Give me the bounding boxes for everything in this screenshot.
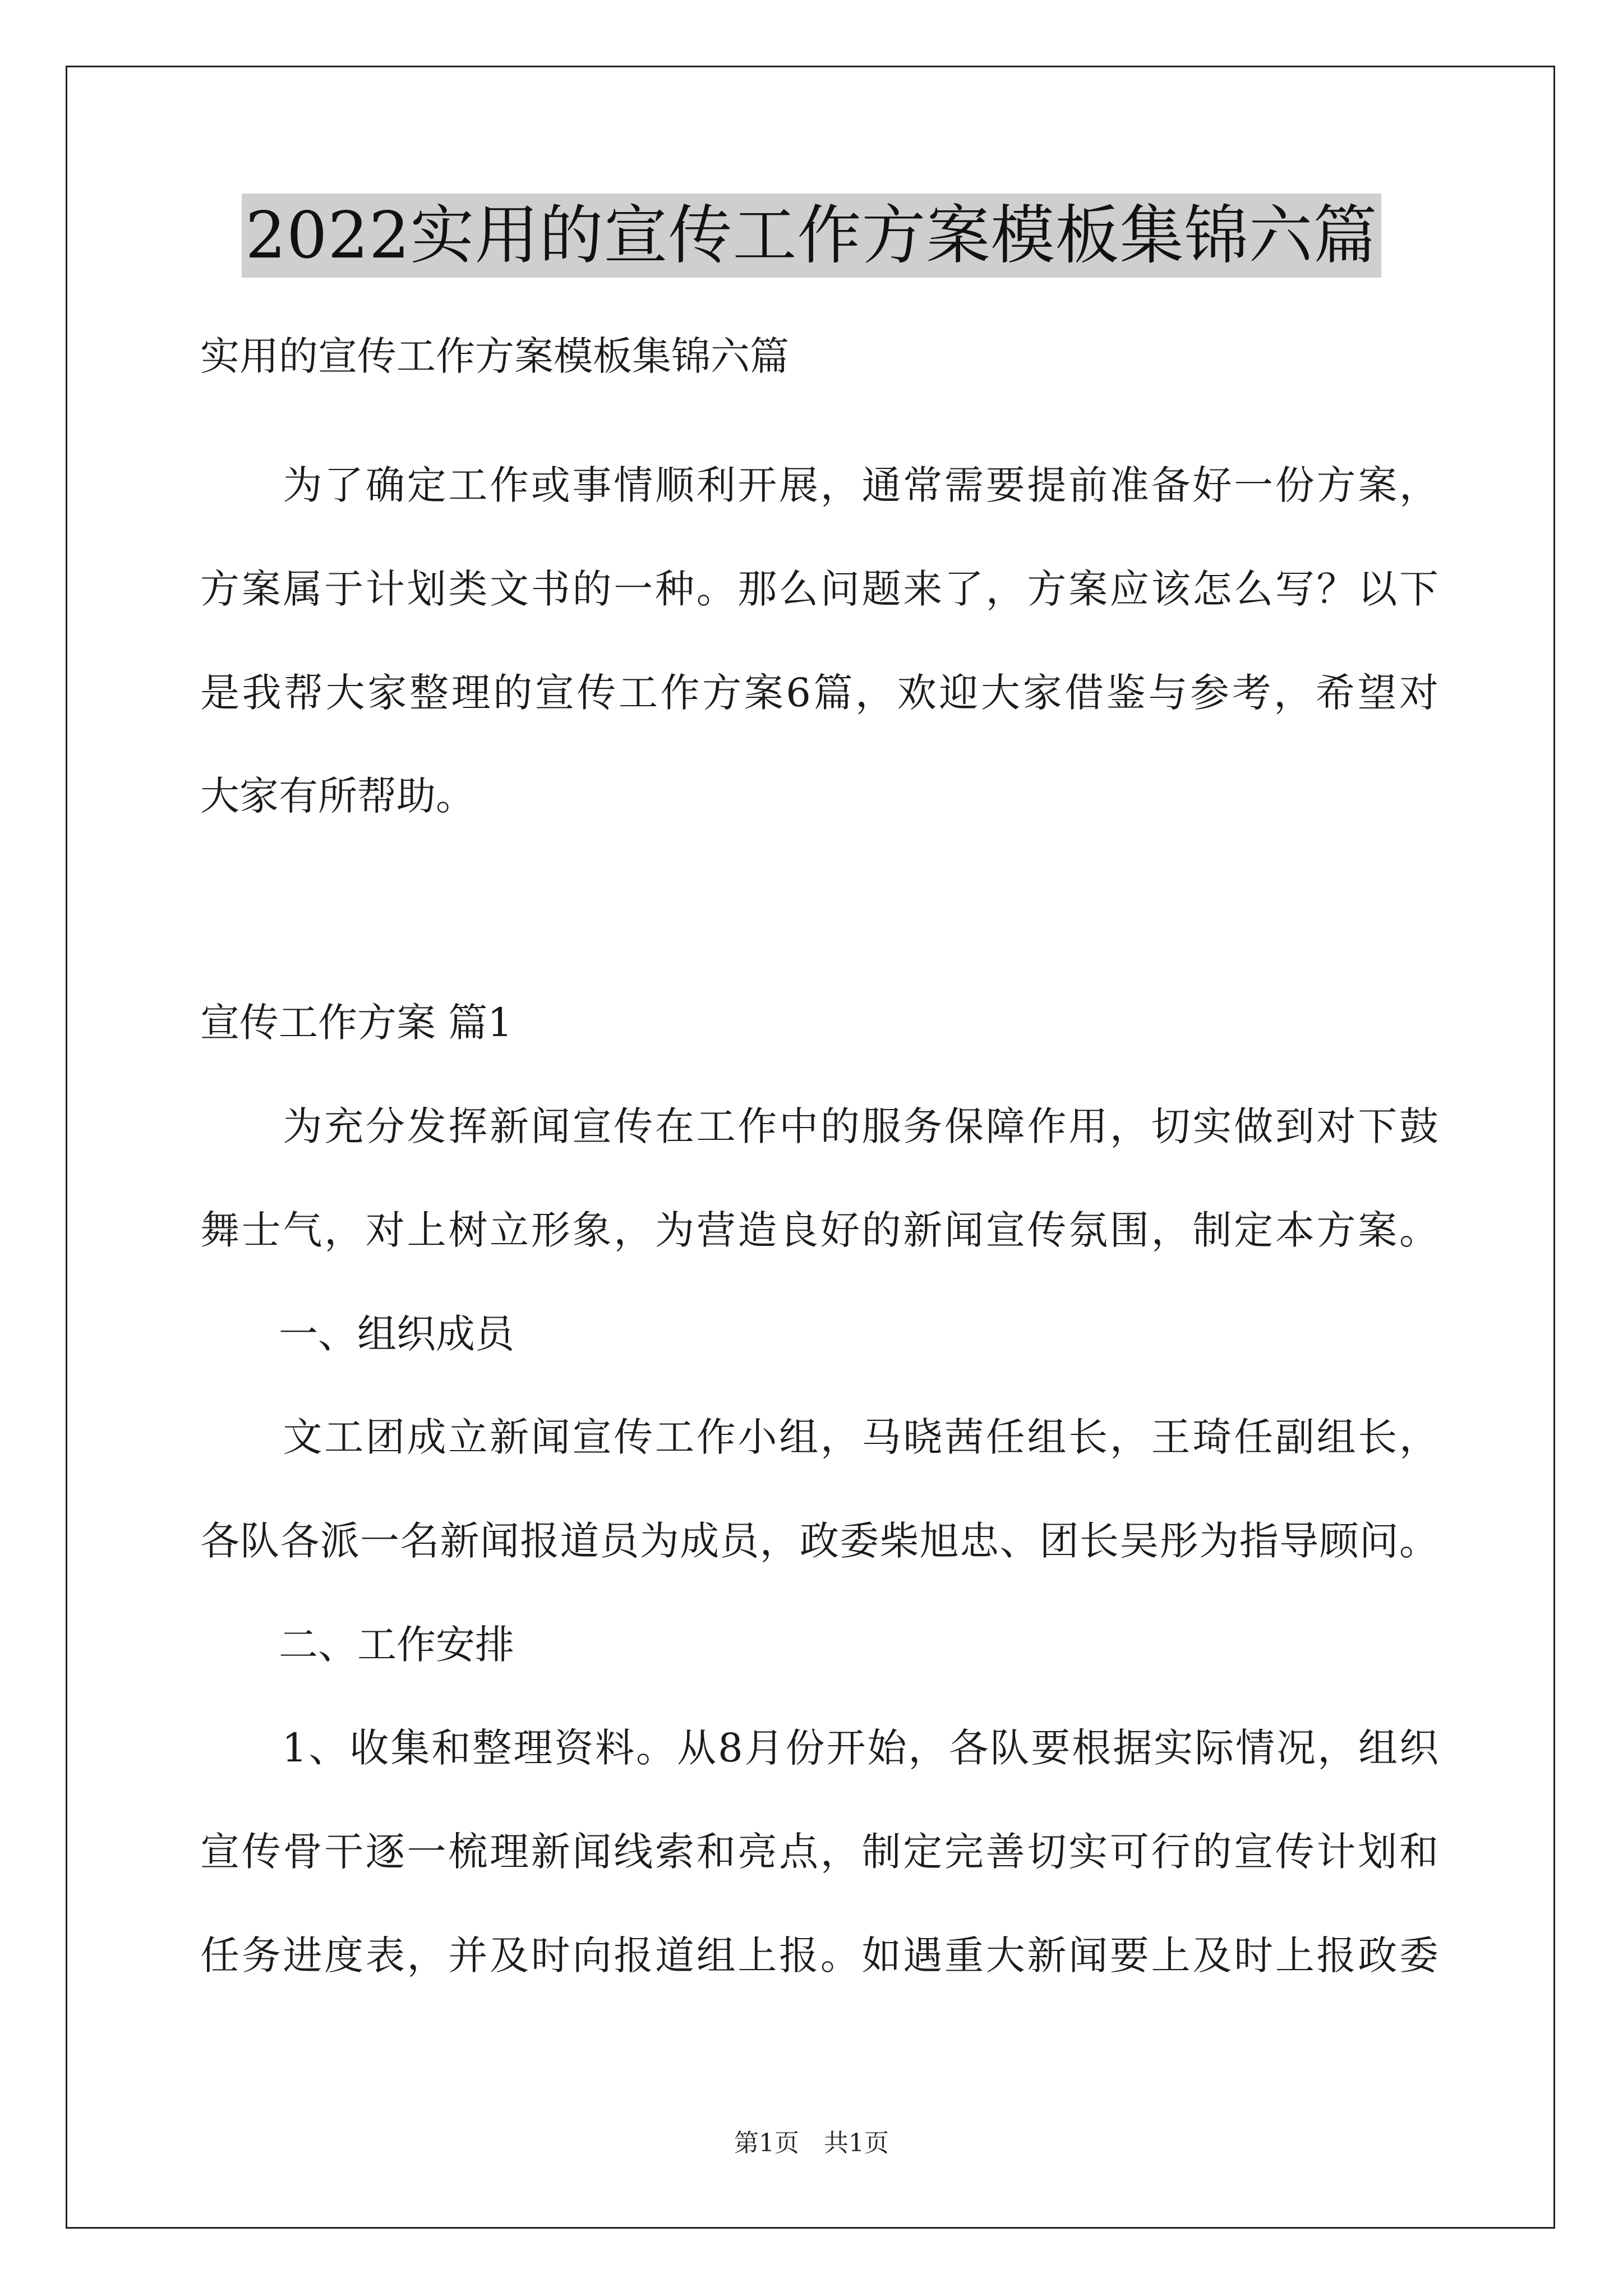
paragraph-line: 舞士气，对上树立形象，为营造良好的新闻宣传氛围，制定本方案。: [200, 1207, 1438, 1253]
paragraph-line: 大家有所帮助。: [200, 773, 475, 819]
subsection-heading: 一、组织成员: [200, 1311, 514, 1357]
paragraph-line: 文工团成立新闻宣传工作小组，马晓茜任组长，王琦任副组长，: [200, 1414, 1438, 1460]
page-footer: 第1页 共1页: [734, 2129, 889, 2157]
paragraph-line: 任务进度表，并及时向报道组上报。如遇重大新闻要上及时上报政委: [200, 1932, 1438, 1978]
document-subtitle: 实用的宣传工作方案模板集锦六篇: [200, 333, 789, 379]
subsection-heading: 二、工作安排: [200, 1622, 514, 1668]
paragraph-line: 方案属于计划类文书的一种。那么问题来了，方案应该怎么写？以下: [200, 566, 1438, 612]
document-title: 2022实用的宣传工作方案模板集锦六篇: [242, 194, 1381, 278]
paragraph-line: 各队各派一名新闻报道员为成员，政委柴旭忠、团长吴彤为指导顾问。: [200, 1518, 1438, 1564]
paragraph-line: 是我帮大家整理的宣传工作方案6篇，欢迎大家借鉴与参考，希望对: [200, 670, 1438, 716]
paragraph-line: 宣传骨干逐一梳理新闻线索和亮点，制定完善切实可行的宣传计划和: [200, 1829, 1438, 1875]
paragraph-line: 1、收集和整理资料。从8月份开始，各队要根据实际情况，组织: [200, 1725, 1438, 1771]
title-container: [0, 194, 1623, 278]
paragraph-line: 为了确定工作或事情顺利开展，通常需要提前准备好一份方案，: [200, 462, 1438, 508]
paragraph-line: 为充分发挥新闻宣传在工作中的服务保障作用，切实做到对下鼓: [200, 1103, 1438, 1149]
section-heading: 宣传工作方案 篇1: [200, 1000, 513, 1046]
